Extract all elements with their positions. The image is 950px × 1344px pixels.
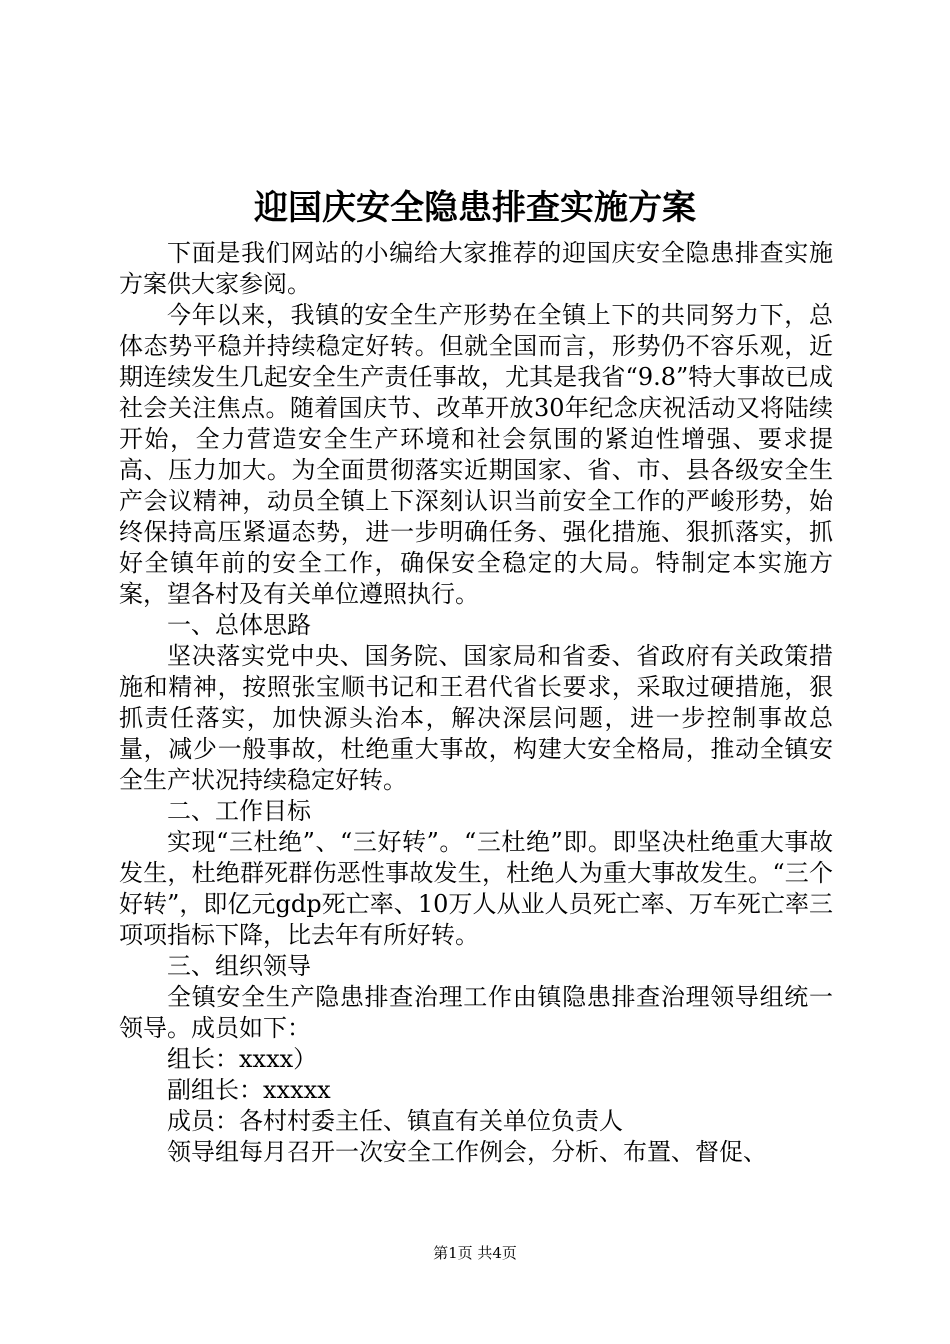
paragraph-intro: 下面是我们网站的小编给大家推荐的迎国庆安全隐患排查实施方案供大家参阅。	[119, 239, 833, 298]
document-title: 迎国庆安全隐患排查实施方案	[254, 188, 696, 228]
section-heading-work-goals: 二、工作目标	[167, 797, 311, 825]
paragraph-background: 今年以来，我镇的安全生产形势在全镇上下的共同努力下，总体态势平稳并持续稳定好转。但就全国而言，形势仍不容乐观，近期连续发生几起安全生产责任事故，尤其是我省“9.8”特大事故已成社会关注焦点。随着国庆节、改革开放30年纪念庆祝活动又将陆续开始，全力营造安全生产环境和社会氛围的紧迫性增强、要求提高、压力加大。为全面贯彻落实近期国家、省、市、县各级安全生产会议精神，动员全镇上下深刻认识当前安全工作的严峻形势，始终保持高压紧逼态势，进一步明确任务、强化措施、狠抓落实，抓好全镇年前的安全工作，确保安全稳定的大局。特制定本实施方案，望各村及有关单位遵照执行。	[119, 301, 833, 608]
paragraph-monthly-meeting: 领导组每月召开一次安全工作例会，分析、布置、督促、	[167, 1138, 767, 1166]
paragraph-organization: 全镇安全生产隐患排查治理工作由镇隐患排查治理领导组统一领导。成员如下：	[119, 983, 833, 1042]
line-group-leader: 组长：xxxx）	[167, 1045, 318, 1073]
document-body	[119, 238, 833, 1168]
paragraph-work-goals: 实现“三杜绝”、“三好转”。“三杜绝”即。即坚决杜绝重大事故发生，杜绝群死群伤恶性事故发生，杜绝人为重大事故发生。“三个好转”，即亿元gdp死亡率、10万人从业人员死亡率、万车死亡率三项项指标下降，比去年有所好转。	[119, 828, 833, 949]
line-deputy-leader: 副组长：xxxxx	[167, 1076, 331, 1104]
line-members: 成员：各村村委主任、镇直有关单位负责人	[167, 1107, 623, 1135]
section-heading-organization: 三、组织领导	[167, 952, 311, 980]
paragraph-overall-approach: 坚决落实党中央、国务院、国家局和省委、省政府有关政策措施和精神，按照张宝顺书记和王君代省长要求，采取过硬措施，狠抓责任落实，加快源头治本，解决深层问题，进一步控制事故总量，减少一般事故，杜绝重大事故，构建大安全格局，推动全镇安全生产状况持续稳定好转。	[119, 642, 833, 794]
page-number: 第1页 共4页	[433, 1244, 517, 1262]
section-heading-overall-approach: 一、总体思路	[167, 611, 311, 639]
